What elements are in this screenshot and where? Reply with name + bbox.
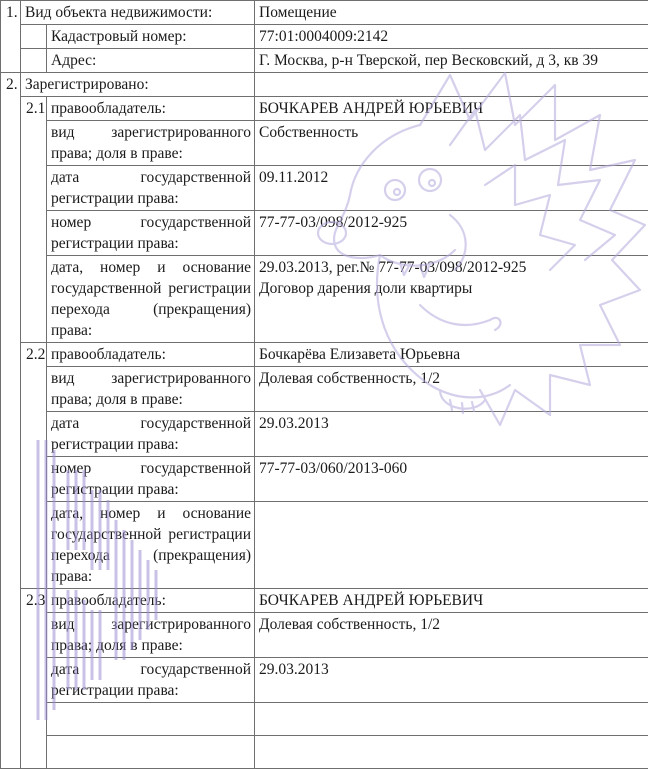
reg-date-row bbox=[1, 166, 648, 211]
cadastral-value: 77:01:0004009:2142 bbox=[255, 25, 648, 49]
right-type-value: Долевая собственность, 1/2 bbox=[255, 367, 648, 412]
reg-number-value: 77-77-03/098/2012-925 bbox=[255, 211, 648, 256]
reg-date-label: дата государственной регистрации права: bbox=[47, 166, 255, 211]
address-row bbox=[1, 49, 648, 73]
object-type-row bbox=[1, 1, 648, 25]
reg-date-row bbox=[1, 412, 648, 457]
transfer-value bbox=[255, 256, 648, 343]
reg-number-row bbox=[1, 457, 648, 502]
holder-number: 2.2 bbox=[21, 343, 47, 589]
object-type-value: Помещение bbox=[255, 1, 648, 25]
object-type-label: Вид объекта недвижимости: bbox=[21, 1, 255, 25]
right-type-label: вид зарегистрированного права; доля в праве: bbox=[47, 121, 255, 166]
right-type-row bbox=[1, 121, 648, 166]
registered-header-row bbox=[1, 73, 648, 97]
cadastral-row bbox=[1, 25, 648, 49]
reg-date-value: 29.03.2013 bbox=[255, 412, 648, 457]
section-1-number: 1. bbox=[1, 1, 21, 73]
reg-date-value: 29.03.2013 bbox=[255, 658, 648, 703]
holder-row bbox=[1, 343, 648, 367]
reg-number-value: 77-77-03/060/2013-060 bbox=[255, 457, 648, 502]
section-2-number: 2. bbox=[1, 73, 21, 769]
address-indent bbox=[21, 49, 47, 73]
cutoff-row bbox=[1, 703, 648, 736]
reg-date-label: дата государственной регистрации права: bbox=[47, 658, 255, 703]
holder-value: БОЧКАРЕВ АНДРЕЙ ЮРЬЕВИЧ bbox=[255, 589, 648, 613]
cutoff-cell bbox=[47, 736, 255, 769]
transfer-value-line-1: 29.03.2013, рег.№ 77-77-03/098/2012-925 bbox=[259, 257, 648, 278]
reg-date-row bbox=[1, 658, 648, 703]
holder-row bbox=[1, 97, 648, 121]
reg-date-value: 09.11.2012 bbox=[255, 166, 648, 211]
transfer-value bbox=[255, 502, 648, 589]
cutoff-cell bbox=[255, 703, 648, 736]
reg-number-row bbox=[1, 211, 648, 256]
right-type-row bbox=[1, 613, 648, 658]
cutoff-cell bbox=[47, 703, 255, 736]
holder-label: правообладатель: bbox=[47, 97, 255, 121]
right-type-value: Собственность bbox=[255, 121, 648, 166]
holder-label: правообладатель: bbox=[47, 343, 255, 367]
transfer-row bbox=[1, 502, 648, 589]
reg-date-label: дата государственной регистрации права: bbox=[47, 412, 255, 457]
right-type-label: вид зарегистрированного права; доля в праве: bbox=[47, 613, 255, 658]
transfer-value-line-2: Договор дарения доли квартиры bbox=[259, 278, 648, 299]
holder-value: БОЧКАРЕВ АНДРЕЙ ЮРЬЕВИЧ bbox=[255, 97, 648, 121]
holder-number: 2.3 bbox=[21, 589, 47, 769]
transfer-row bbox=[1, 256, 648, 343]
registered-label: Зарегистрировано: bbox=[21, 73, 255, 97]
cutoff-row bbox=[1, 736, 648, 769]
cadastral-label: Кадастровый номер: bbox=[47, 25, 255, 49]
right-type-label: вид зарегистрированного права; доля в праве: bbox=[47, 367, 255, 412]
address-label: Адрес: bbox=[47, 49, 255, 73]
reg-number-label: номер государственной регистрации права: bbox=[47, 211, 255, 256]
address-value: Г. Москва, р-н Тверской, пер Весковский, д 3, кв 39 bbox=[255, 49, 648, 73]
registered-empty bbox=[255, 73, 648, 97]
reg-number-label: номер государственной регистрации права: bbox=[47, 457, 255, 502]
cutoff-cell bbox=[255, 736, 648, 769]
right-type-value: Долевая собственность, 1/2 bbox=[255, 613, 648, 658]
holder-row bbox=[1, 589, 648, 613]
transfer-label: дата, номер и основание государственной регистрации перехода (прекращения) права: bbox=[47, 256, 255, 343]
holder-number: 2.1 bbox=[21, 97, 47, 343]
right-type-row bbox=[1, 367, 648, 412]
holder-label: правообладатель: bbox=[47, 589, 255, 613]
cadastral-indent bbox=[21, 25, 47, 49]
transfer-label: дата, номер и основание государственной регистрации перехода (прекращения) права: bbox=[47, 502, 255, 589]
holder-value: Бочкарёва Елизавета Юрьевна bbox=[255, 343, 648, 367]
